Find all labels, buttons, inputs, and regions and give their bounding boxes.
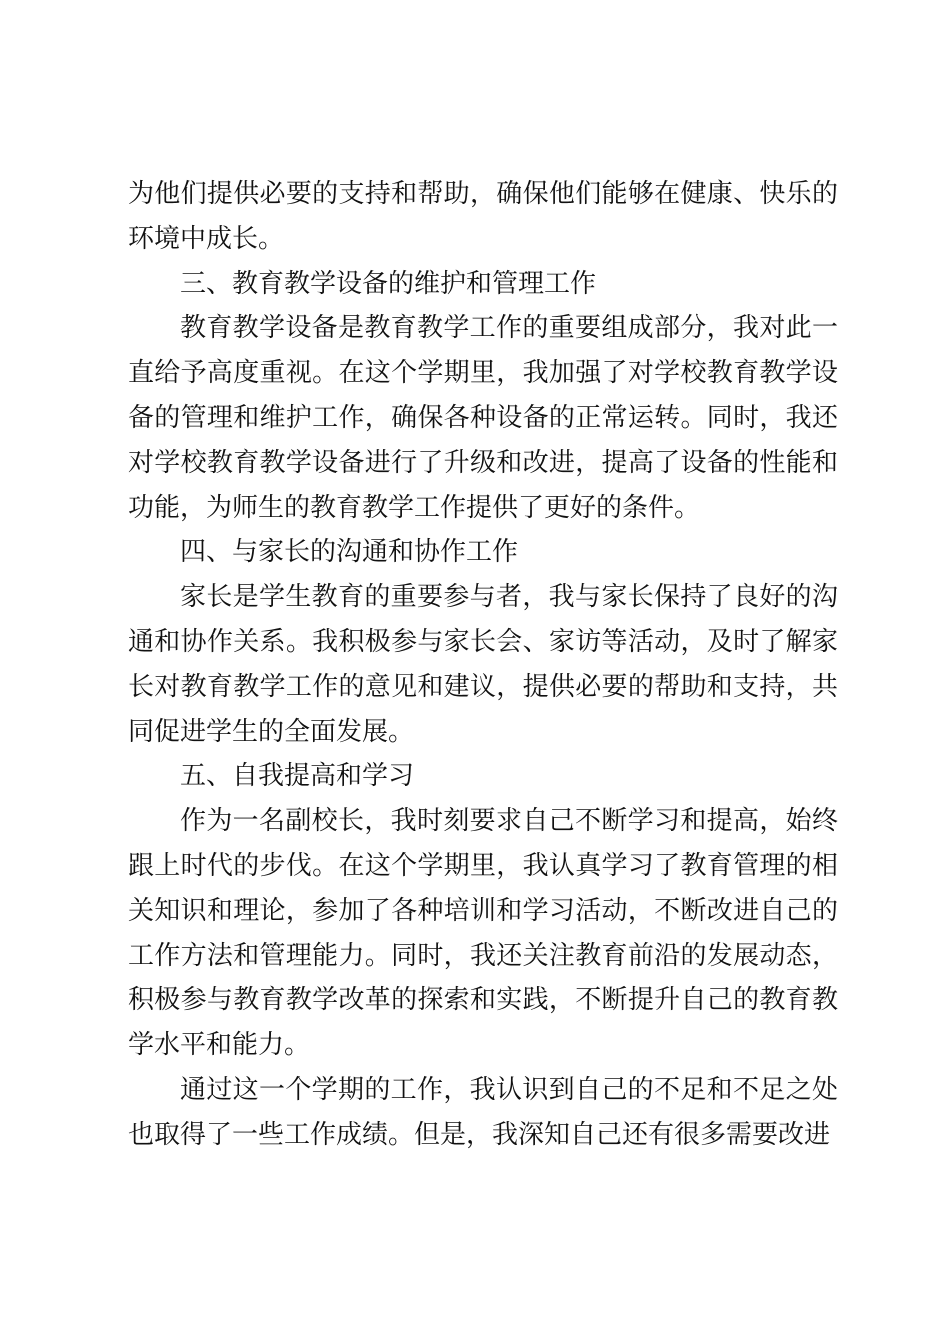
section-heading-parents: 四、与家长的沟通和协作工作 xyxy=(180,537,519,568)
paragraph-parents: 家长是学生教育的重要参与者，我与家长保持了良好的沟通和协作关系。我积极参与家长会、家访等活动，及时了解家长对教育教学工作的意见和建议，提供必要的帮助和支持，共同促进学生的全面发展。 xyxy=(128,582,838,747)
section-heading-self-improvement: 五、自我提高和学习 xyxy=(180,761,415,792)
paragraph-continuation: 为他们提供必要的支持和帮助，确保他们能够在健康、快乐的环境中成长。 xyxy=(128,179,838,254)
document-body xyxy=(128,172,838,1158)
paragraph-conclusion: 通过这一个学期的工作，我认识到自己的不足和不足之处也取得了一些工作成绩。但是，我深知自己还有很多需要改进 xyxy=(128,1074,838,1150)
paragraph-equipment: 教育教学设备是教育教学工作的重要组成部分，我对此一直给予高度重视。在这个学期里，我加强了对学校教育教学设备的管理和维护工作，确保各种设备的正常运转。同时，我还对学校教育教学设备进行了升级和改进，提高了设备的性能和功能，为师生的教育教学工作提供了更好的条件。 xyxy=(128,313,838,523)
paragraph-self-improvement: 作为一名副校长，我时刻要求自己不断学习和提高，始终跟上时代的步伐。在这个学期里，我认真学习了教育管理的相关知识和理论，参加了各种培训和学习活动，不断改进自己的工作方法和管理能力。同时，我还关注教育前沿的发展动态，积极参与教育教学改革的探索和实践，不断提升自己的教育教学水平和能力。 xyxy=(128,806,838,1061)
section-heading-equipment: 三、教育教学设备的维护和管理工作 xyxy=(180,268,597,299)
